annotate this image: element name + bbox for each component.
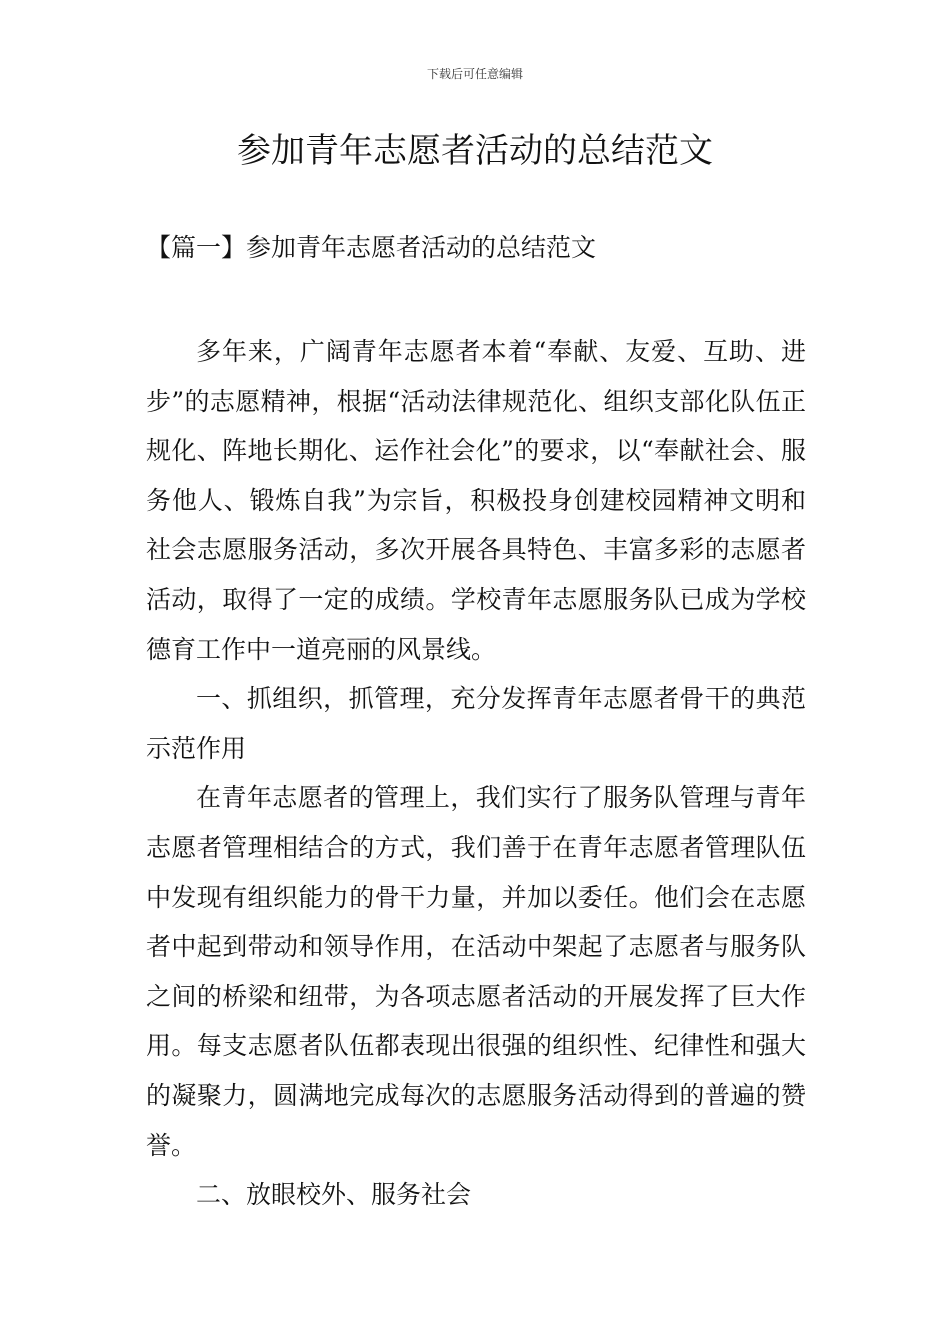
section-heading: 【篇一】参加青年志愿者活动的总结范文	[146, 233, 597, 262]
subheading-two: 二、放眼校外、服务社会	[196, 1180, 472, 1210]
subheading-one: 一、抓组织，抓管理，充分发挥青年志愿者骨干的典范示范作用	[146, 684, 806, 763]
document-body	[146, 327, 806, 1220]
document-title: 参加青年志愿者活动的总结范文	[237, 131, 713, 171]
paragraph-intro: 多年来，广阔青年志愿者本着“奉献、友爱、互助、进步”的志愿精神，根据“活动法律规范化、组织支部化队伍正规化、阵地长期化、运作社会化”的要求，以“奉献社会、服务他人、锻炼自我”为宗旨，积极投身创建校园精神文明和社会志愿服务活动，多次开展各具特色、丰富多彩的志愿者活动，取得了一定的成绩。学校青年志愿服务队已成为学校德育工作中一道亮丽的风景线。	[146, 337, 806, 664]
header-note: 下载后可任意编辑	[426, 67, 523, 81]
paragraph-management: 在青年志愿者的管理上，我们实行了服务队管理与青年志愿者管理相结合的方式，我们善于在青年志愿者管理队伍中发现有组织能力的骨干力量，并加以委任。他们会在志愿者中起到带动和领导作用，在活动中架起了志愿者与服务队之间的桥梁和纽带，为各项志愿者活动的开展发挥了巨大作用。每支志愿者队伍都表现出很强的组织性、纪律性和强大的凝聚力，圆满地完成每次的志愿服务活动得到的普遍的赞誉。	[146, 783, 806, 1160]
